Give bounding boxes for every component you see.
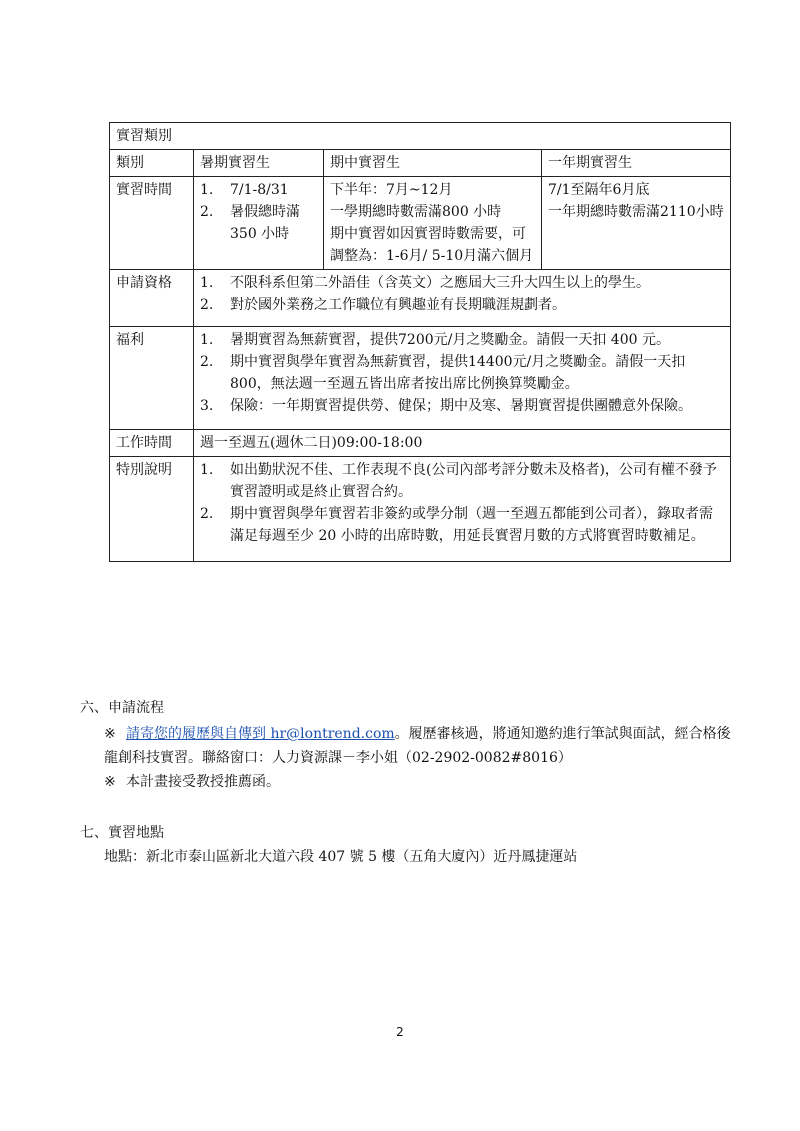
qualification-content — [194, 270, 731, 327]
special-label: 特別說明 — [110, 457, 194, 562]
list-item: 1. 7/1-8/31 — [200, 182, 289, 198]
list-item: 1. 如出勤狀況不佳、工作表現不良(公司內部考評分數未及格者)，公司有權不發予實習證明或是終止實習合約。 — [200, 462, 717, 500]
header-year: 一年期實習生 — [542, 150, 731, 177]
year-line: 一年期總時數需滿2110小時 — [548, 204, 724, 220]
worktime-content: 週一至週五(週休二日)09:00-18:00 — [194, 430, 731, 457]
year-line: 7/1至隔年6月底 — [548, 182, 650, 198]
time-label: 實習時間 — [110, 177, 194, 270]
location-text: 地點：新北市泰山區新北大道六段 407 號 5 樓（五角大廈內）近丹鳳捷運站 — [104, 849, 578, 865]
benefit-content — [194, 327, 731, 430]
section-6-heading: 六、申請流程 — [80, 700, 164, 716]
list-item: 1. 不限科系但第二外語佳（含英文）之應屆大三升大四生以上的學生。 — [200, 275, 650, 291]
list-item: 2. 期中實習與學年實習為無薪實習，提供14400元/月之獎勵金。請假一天扣 800，無法週一至週五皆出席者按出席比例換算獎勵金。 — [200, 354, 686, 392]
worktime-label: 工作時間 — [110, 430, 194, 457]
time-midterm — [324, 177, 542, 270]
table-title: 實習類別 — [110, 123, 731, 150]
section-7-heading: 七、實習地點 — [80, 825, 164, 841]
internship-table — [109, 122, 731, 562]
special-content — [194, 457, 731, 562]
application-note-2: ※ 本計畫接受教授推薦函。 — [104, 770, 734, 794]
midterm-line: 下半年：7月~12月 — [330, 182, 453, 198]
list-item: 2. 暑假總時滿350 小時 — [200, 204, 300, 242]
list-item: 2. 期中實習與學年實習若非簽約或學分制（週一至週五都能到公司者），錄取者需滿足每週至少 20 小時的出席時數，用延長實習月數的方式將實習時數補足。 — [200, 506, 713, 544]
list-item: 2. 對於國外業務之工作職位有興趣並有長期職涯規劃者。 — [200, 297, 566, 313]
header-midterm: 期中實習生 — [324, 150, 542, 177]
application-note-1: ※ 請寄您的履歷與自傳到 hr@lontrend.com。履歷審核過，將通知邀約進行筆試與面試，經合格後龍創科技實習。聯絡窗口：人力資源課－李小姐（02-2902-0082#8016） — [104, 722, 734, 770]
benefit-label: 福利 — [110, 327, 194, 430]
reference-mark: ※ — [104, 774, 116, 790]
time-year — [542, 177, 731, 270]
header-category: 類別 — [110, 150, 194, 177]
page-number: 2 — [396, 1025, 404, 1039]
email-link[interactable]: 請寄您的履歷與自傳到 hr@lontrend.com — [126, 726, 395, 742]
list-item: 1. 暑期實習為無薪實習，提供7200元/月之獎勵金。請假一天扣 400 元。 — [200, 332, 670, 348]
reference-mark: ※ — [104, 726, 116, 742]
qualification-label: 申請資格 — [110, 270, 194, 327]
midterm-line: 期中實習如因實習時數需要，可調整為：1-6月/ 5-10月滿六個月 — [330, 226, 534, 264]
time-summer — [194, 177, 324, 270]
midterm-line: 一學期總時數需滿800 小時 — [330, 204, 502, 220]
list-item: 3. 保險：一年期實習提供勞、健保；期中及寒、暑期實習提供團體意外保險。 — [200, 398, 692, 414]
header-summer: 暑期實習生 — [194, 150, 324, 177]
